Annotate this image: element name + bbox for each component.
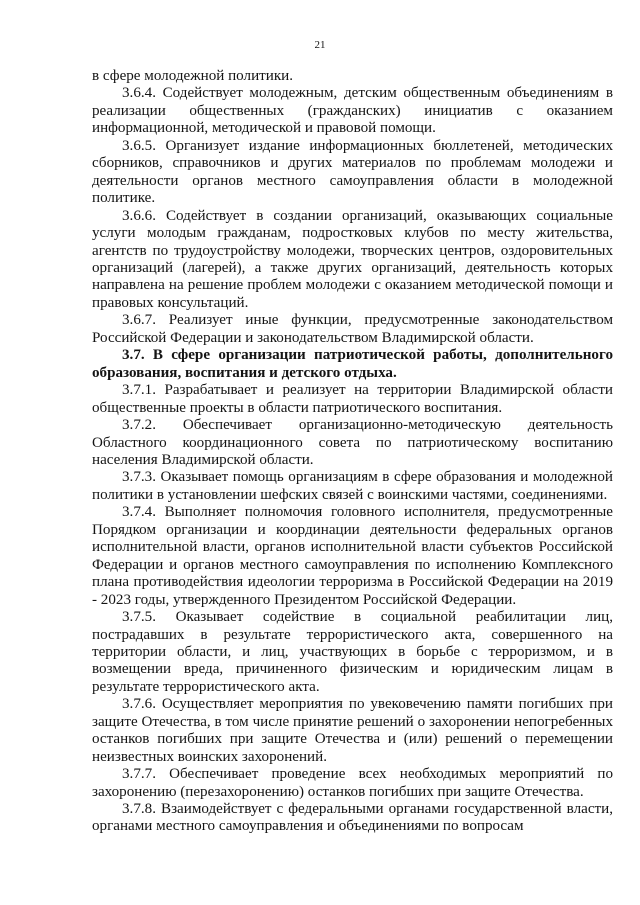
paragraph: 3.7.4. Выполняет полномочия головного исполнителя, предусмотренные Порядком организации и координации деятельности федеральных органов исполнительной власти, органов исполнительной власти субъектов Российской Федерации и органов местного самоуправления по исполнению Комплексного плана противодействия идеологии терроризма в Российской Федерации на 2019 - 2023 годы, утвержденного Президентом Российской Федерации.	[92, 504, 613, 608]
paragraph: 3.7.7. Обеспечивает проведение всех необходимых мероприятий по захоронению (перезахоронению) останков погибших при защите Отечества.	[92, 766, 613, 800]
document-body	[92, 68, 613, 836]
paragraph: в сфере молодежной политики.	[92, 68, 294, 84]
section-heading: 3.7. В сфере организации патриотической работы, дополнительного образования, воспитания и детского отдыха.	[92, 347, 613, 381]
paragraph: 3.7.1. Разрабатывает и реализует на территории Владимирской области общественные проекты в области патриотического воспитания.	[92, 382, 613, 416]
paragraph: 3.7.5. Оказывает содействие в социальной реабилитации лиц, пострадавших в результате террористического акта, совершенного на территории области, и лиц, участвующих в борьбе с терроризмом, и в возмещении вреда, причиненного физическим и юридическим лицам в результате террористического акта.	[92, 609, 613, 695]
paragraph: 3.6.4. Содействует молодежным, детским общественным объединениям в реализации общественных (гражданских) инициатив с оказанием информационной, методической и правовой помощи.	[92, 85, 613, 137]
paragraph: 3.7.2. Обеспечивает организационно-методическую деятельность Областного координационного совета по патриотическому воспитанию населения Владимирской области.	[92, 417, 613, 468]
paragraph: 3.7.3. Оказывает помощь организациям в сфере образования и молодежной политики в установлении шефских связей с воинскими частями, соединениями.	[92, 469, 613, 503]
page-number: 21	[314, 39, 326, 51]
paragraph: 3.7.8. Взаимодействует с федеральными органами государственной власти, органами местного самоуправления и объединениями по вопросам	[92, 801, 613, 835]
paragraph: 3.6.5. Организует издание информационных бюллетеней, методических сборников, справочников и других материалов по проблемам молодежи и деятельности органов местного самоуправления области в молодежной политике.	[92, 137, 613, 207]
paragraph: 3.7.6. Осуществляет мероприятия по увековечению памяти погибших при защите Отечества, в том числе принятие решений о захоронении непогребенных останков погибших при защите Отечества и (или) решений о перемещении неизвестных воинских захоронений.	[92, 696, 613, 765]
paragraph: 3.6.6. Содействует в создании организаций, оказывающих социальные услуги молодым гражданам, подростковых клубов по месту жительства, агентств по трудоустройству молодежи, творческих центров, оздоровительных организаций (лагерей), а также других организаций, деятельность которых направлена на решение проблем молодежи с оказанием методической помощи и правовых консультаций.	[92, 207, 613, 311]
paragraph: 3.6.7. Реализует иные функции, предусмотренные законодательством Российской Федерации и законодательством Владимирской области.	[92, 312, 613, 346]
